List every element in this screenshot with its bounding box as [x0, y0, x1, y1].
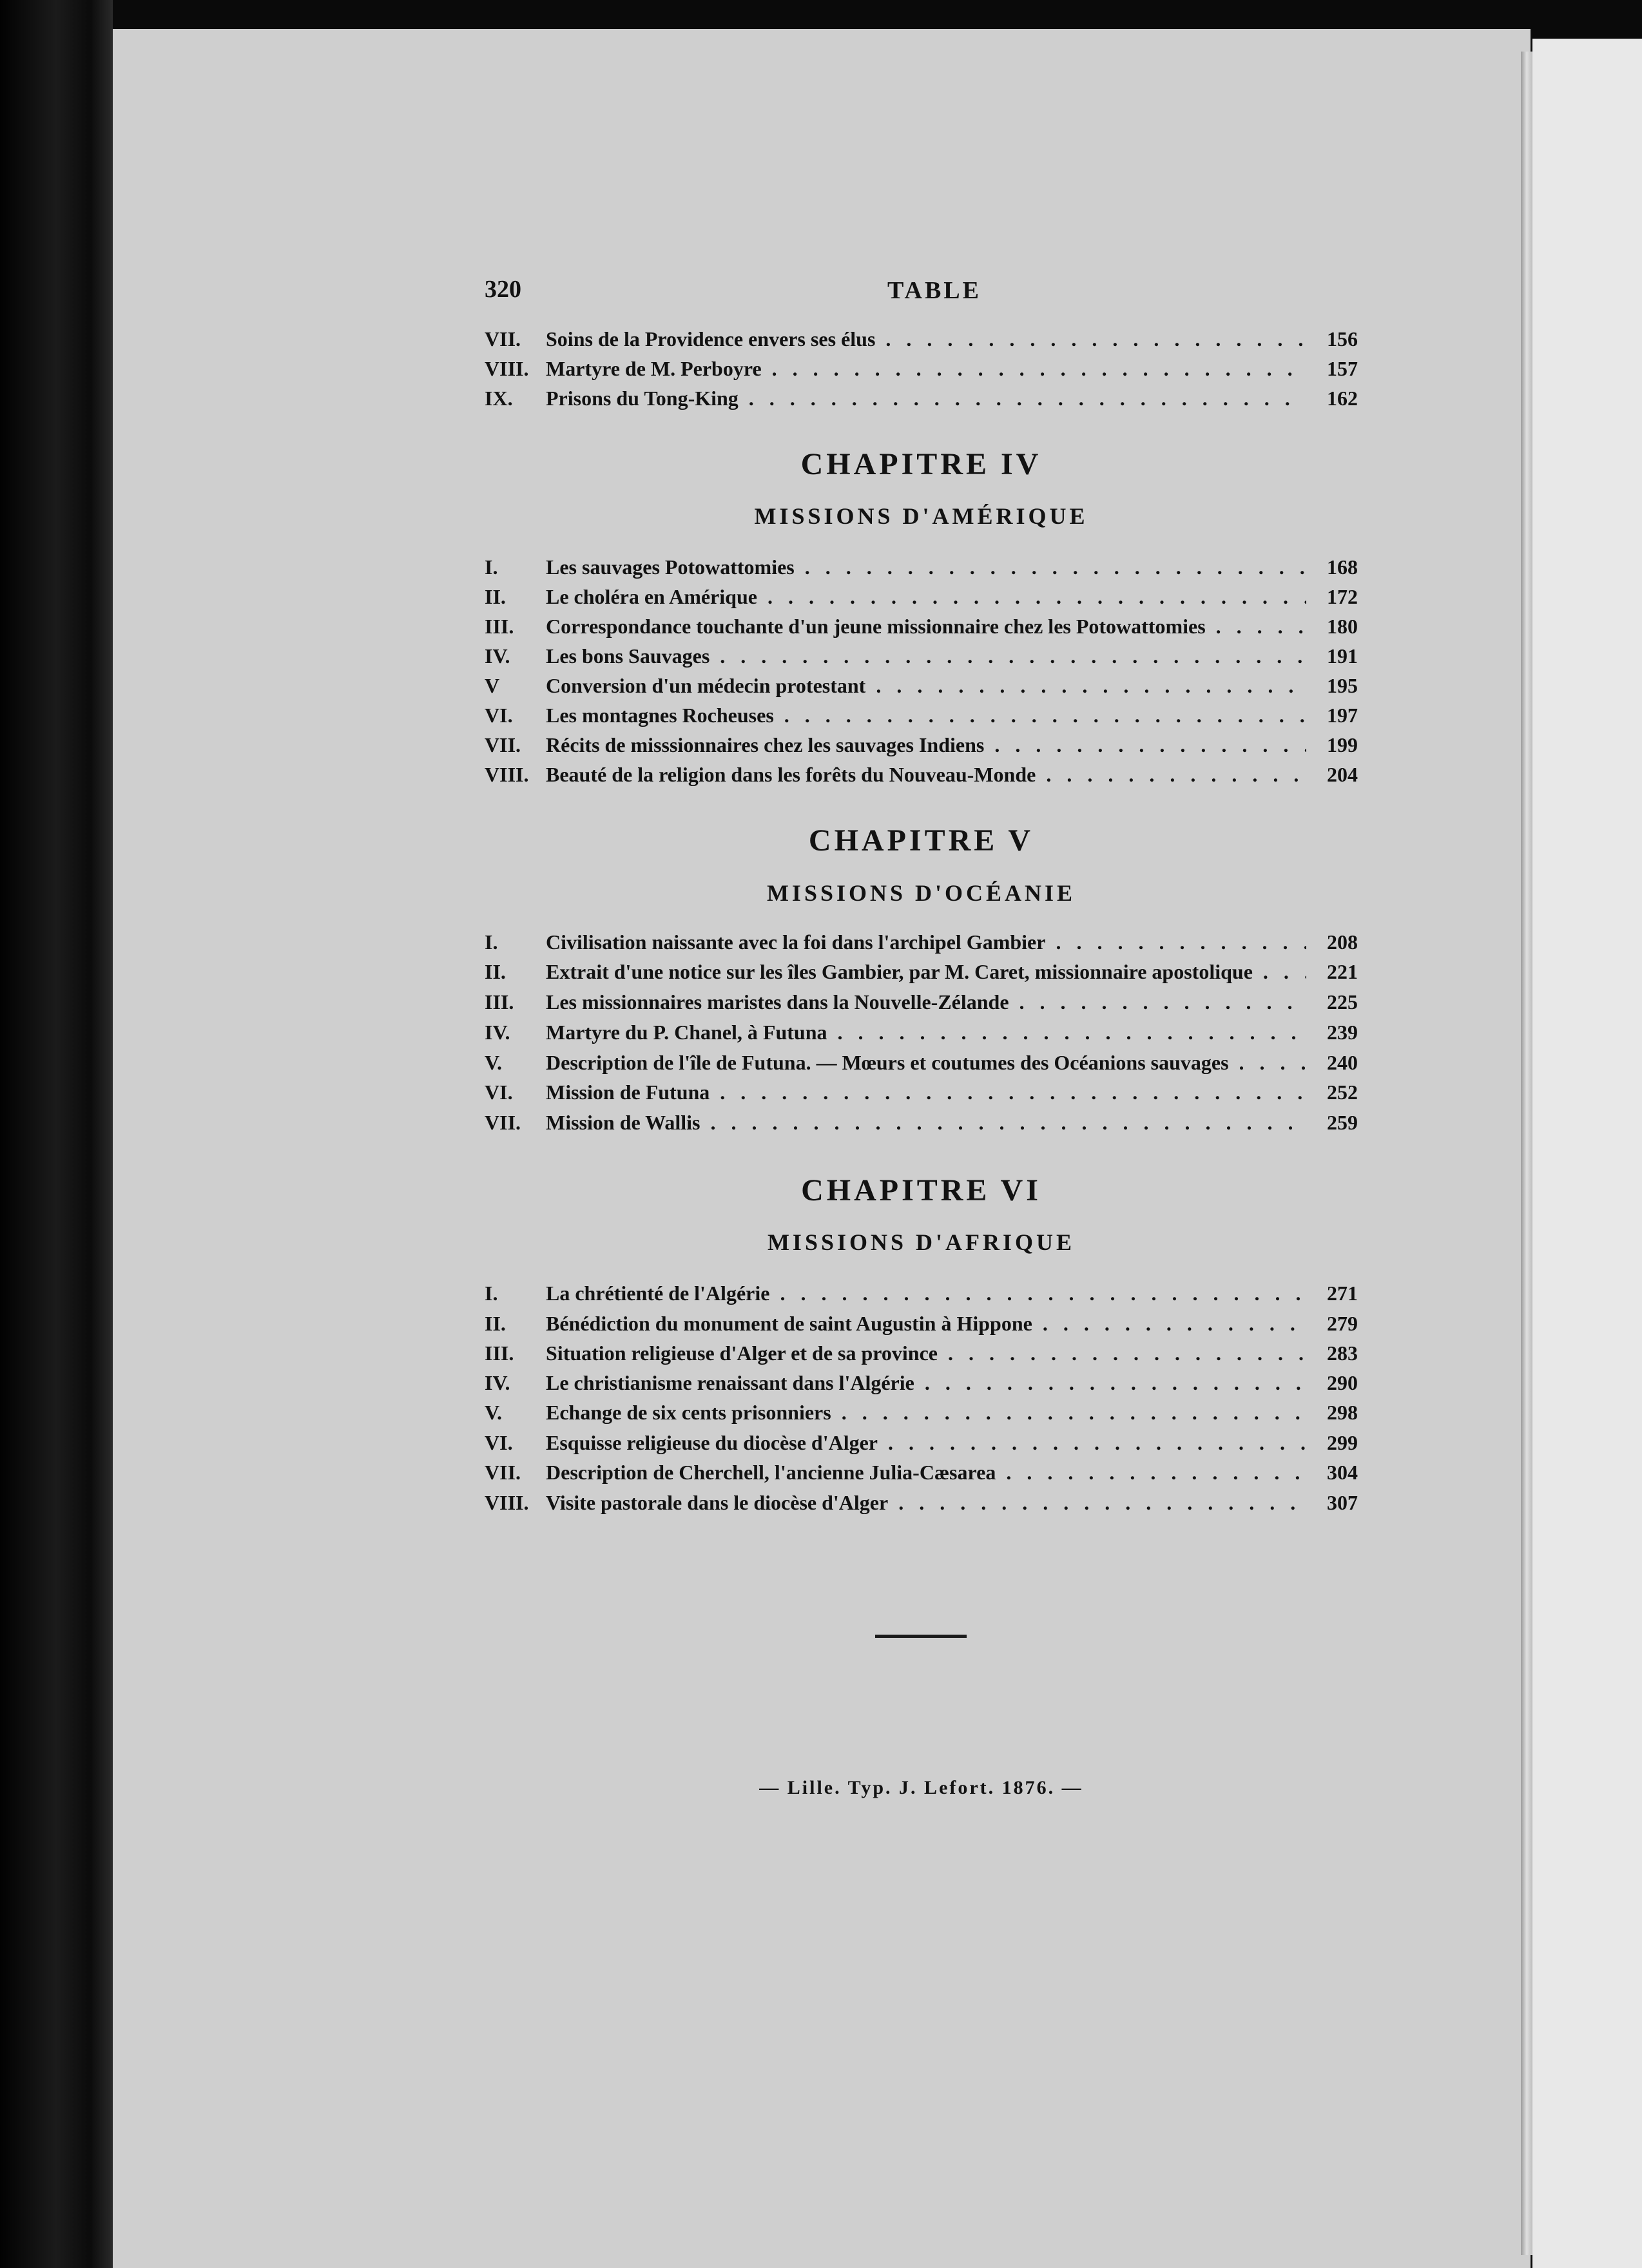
toc-entry: [485, 384, 1358, 412]
entry-page: 162: [1327, 387, 1358, 410]
toc-entry: [485, 1488, 1358, 1517]
toc-entry: [485, 988, 1358, 1016]
scan-left-edge: [0, 0, 113, 2268]
entry-page: 304: [1327, 1461, 1358, 1484]
entry-title: Visite pastorale dans le diocèse d'Alger . .: [546, 1488, 1306, 1517]
toc-entry: [485, 325, 1358, 353]
toc-entry: [485, 1369, 1358, 1397]
entry-number: III.: [485, 615, 514, 638]
entry-page: 172: [1327, 585, 1358, 608]
entry-page: 279: [1327, 1312, 1358, 1335]
entry-title: Extrait d'une notice sur les îles Gambier, par M. Caret, missionnaire apostolique . .: [546, 957, 1306, 986]
printer-imprint: — Lille. Typ. J. Lefort. 1876. —: [759, 1777, 1083, 1798]
facing-page: [1532, 39, 1642, 2268]
chapter-heading: CHAPITRE V: [808, 823, 1034, 858]
entry-page: 156: [1327, 327, 1358, 351]
entry-page: 271: [1327, 1282, 1358, 1305]
toc-entry: [485, 1018, 1358, 1046]
toc-entry: [485, 760, 1358, 789]
toc-entry: [485, 553, 1358, 581]
entry-title: Les bons Sauvages . .: [546, 642, 1306, 670]
entry-title: Prisons du Tong-King . .: [546, 384, 1306, 412]
toc-entry: [485, 1428, 1358, 1457]
toc-entry: [485, 1458, 1358, 1486]
entry-page: 239: [1327, 1021, 1358, 1044]
entry-number: I.: [485, 930, 498, 954]
entry-number: V.: [485, 1401, 502, 1424]
toc-entry: [485, 1309, 1358, 1338]
entry-page: 199: [1327, 733, 1358, 756]
entry-number: I.: [485, 555, 498, 579]
entry-number: V.: [485, 1051, 502, 1074]
running-title: TABLE: [887, 277, 981, 304]
entry-title: Description de Cherchell, l'ancienne Julia-Cæsarea . .: [546, 1458, 1306, 1486]
toc-entry: [485, 1279, 1358, 1307]
entry-title: Correspondance touchante d'un jeune missionnaire chez les Potowattomies . .: [546, 612, 1306, 640]
chapter-heading: CHAPITRE VI: [801, 1173, 1041, 1207]
entry-title: Mission de Wallis . .: [546, 1108, 1306, 1137]
entry-title: Les sauvages Potowattomies . .: [546, 553, 1306, 581]
entry-number: IV.: [485, 644, 510, 668]
entry-page: 168: [1327, 555, 1358, 579]
toc-entry: [485, 928, 1358, 956]
entry-number: VI.: [485, 704, 513, 727]
end-rule: [875, 1635, 967, 1638]
entry-page: 298: [1327, 1401, 1358, 1424]
entry-title: Récits de misssionnaires chez les sauvages Indiens . .: [546, 731, 1306, 759]
page-number: 320: [485, 276, 521, 303]
entry-title: Situation religieuse d'Alger et de sa province . .: [546, 1339, 1306, 1367]
entry-page: 259: [1327, 1111, 1358, 1134]
entry-page: 204: [1327, 763, 1358, 786]
entry-number: IV.: [485, 1371, 510, 1394]
entry-title: Soins de la Providence envers ses élus . .: [546, 325, 1306, 353]
toc-entry: [485, 671, 1358, 700]
toc-entry: [485, 612, 1358, 640]
entry-title: Les missionnaires maristes dans la Nouvelle-Zélande . .: [546, 988, 1306, 1016]
chapter-subheading: MISSIONS D'OCÉANIE: [766, 880, 1076, 906]
entry-page: 240: [1327, 1051, 1358, 1074]
entry-number: VIII.: [485, 763, 529, 786]
entry-page: 252: [1327, 1081, 1358, 1104]
entry-title: Les montagnes Rocheuses . .: [546, 701, 1306, 729]
toc-entry: [485, 1108, 1358, 1137]
entry-number: III.: [485, 1341, 514, 1365]
entry-number: VI.: [485, 1431, 513, 1454]
entry-title: Esquisse religieuse du diocèse d'Alger . .: [546, 1428, 1306, 1457]
toc-entry: [485, 731, 1358, 759]
entry-page: 180: [1327, 615, 1358, 638]
entry-title: Mission de Futuna . .: [546, 1078, 1306, 1106]
chapter-subheading: MISSIONS D'AFRIQUE: [767, 1229, 1076, 1255]
entry-number: VII.: [485, 1461, 521, 1484]
entry-number: II.: [485, 1312, 506, 1335]
toc-entry: [485, 354, 1358, 383]
toc-entry: [485, 1398, 1358, 1427]
entry-number: VII.: [485, 327, 521, 351]
entry-title: Description de l'île de Futuna. — Mœurs et coutumes des Océanions sauvages . .: [546, 1048, 1306, 1077]
toc-entry: [485, 701, 1358, 729]
entry-title: Echange de six cents prisonniers . .: [546, 1398, 1306, 1427]
entry-number: VII.: [485, 733, 521, 756]
page-gutter-shadow: [1521, 52, 1532, 2255]
entry-title: Le christianisme renaissant dans l'Algérie . .: [546, 1369, 1306, 1397]
entry-page: 299: [1327, 1431, 1358, 1454]
entry-number: VI.: [485, 1081, 513, 1104]
toc-entry: [485, 642, 1358, 670]
toc-entry: [485, 957, 1358, 986]
entry-title: La chrétienté de l'Algérie . .: [546, 1279, 1306, 1307]
entry-number: I.: [485, 1282, 498, 1305]
entry-page: 283: [1327, 1341, 1358, 1365]
entry-page: 157: [1327, 357, 1358, 380]
toc-entry: [485, 1078, 1358, 1106]
entry-number: II.: [485, 960, 506, 983]
entry-page: 290: [1327, 1371, 1358, 1394]
entry-page: 197: [1327, 704, 1358, 727]
entry-number: VII.: [485, 1111, 521, 1134]
entry-number: II.: [485, 585, 506, 608]
entry-page: 307: [1327, 1491, 1358, 1514]
entry-page: 225: [1327, 990, 1358, 1014]
entry-page: 191: [1327, 644, 1358, 668]
toc-entry: [485, 1339, 1358, 1367]
entry-title: Civilisation naissante avec la foi dans l'archipel Gambier . .: [546, 928, 1306, 956]
toc-entry: [485, 1048, 1358, 1077]
entry-page: 221: [1327, 960, 1358, 983]
entry-number: VIII.: [485, 1491, 529, 1514]
chapter-subheading: MISSIONS D'AMÉRIQUE: [754, 503, 1088, 529]
entry-number: IV.: [485, 1021, 510, 1044]
entry-number: VIII.: [485, 357, 529, 380]
entry-title: Martyre de M. Perboyre . .: [546, 354, 1306, 383]
entry-title: Martyre du P. Chanel, à Futuna . .: [546, 1018, 1306, 1046]
entry-number: IX.: [485, 387, 513, 410]
entry-page: 208: [1327, 930, 1358, 954]
chapter-heading: CHAPITRE IV: [800, 447, 1042, 481]
entry-title: Le choléra en Amérique . .: [546, 582, 1306, 611]
entry-number: V: [485, 674, 500, 697]
entry-title: Beauté de la religion dans les forêts du Nouveau-Monde . .: [546, 760, 1306, 789]
toc-entry: [485, 582, 1358, 611]
entry-page: 195: [1327, 674, 1358, 697]
entry-title: Conversion d'un médecin protestant . .: [546, 671, 1306, 700]
entry-number: III.: [485, 990, 514, 1014]
entry-title: Bénédiction du monument de saint Augustin à Hippone . .: [546, 1309, 1306, 1338]
